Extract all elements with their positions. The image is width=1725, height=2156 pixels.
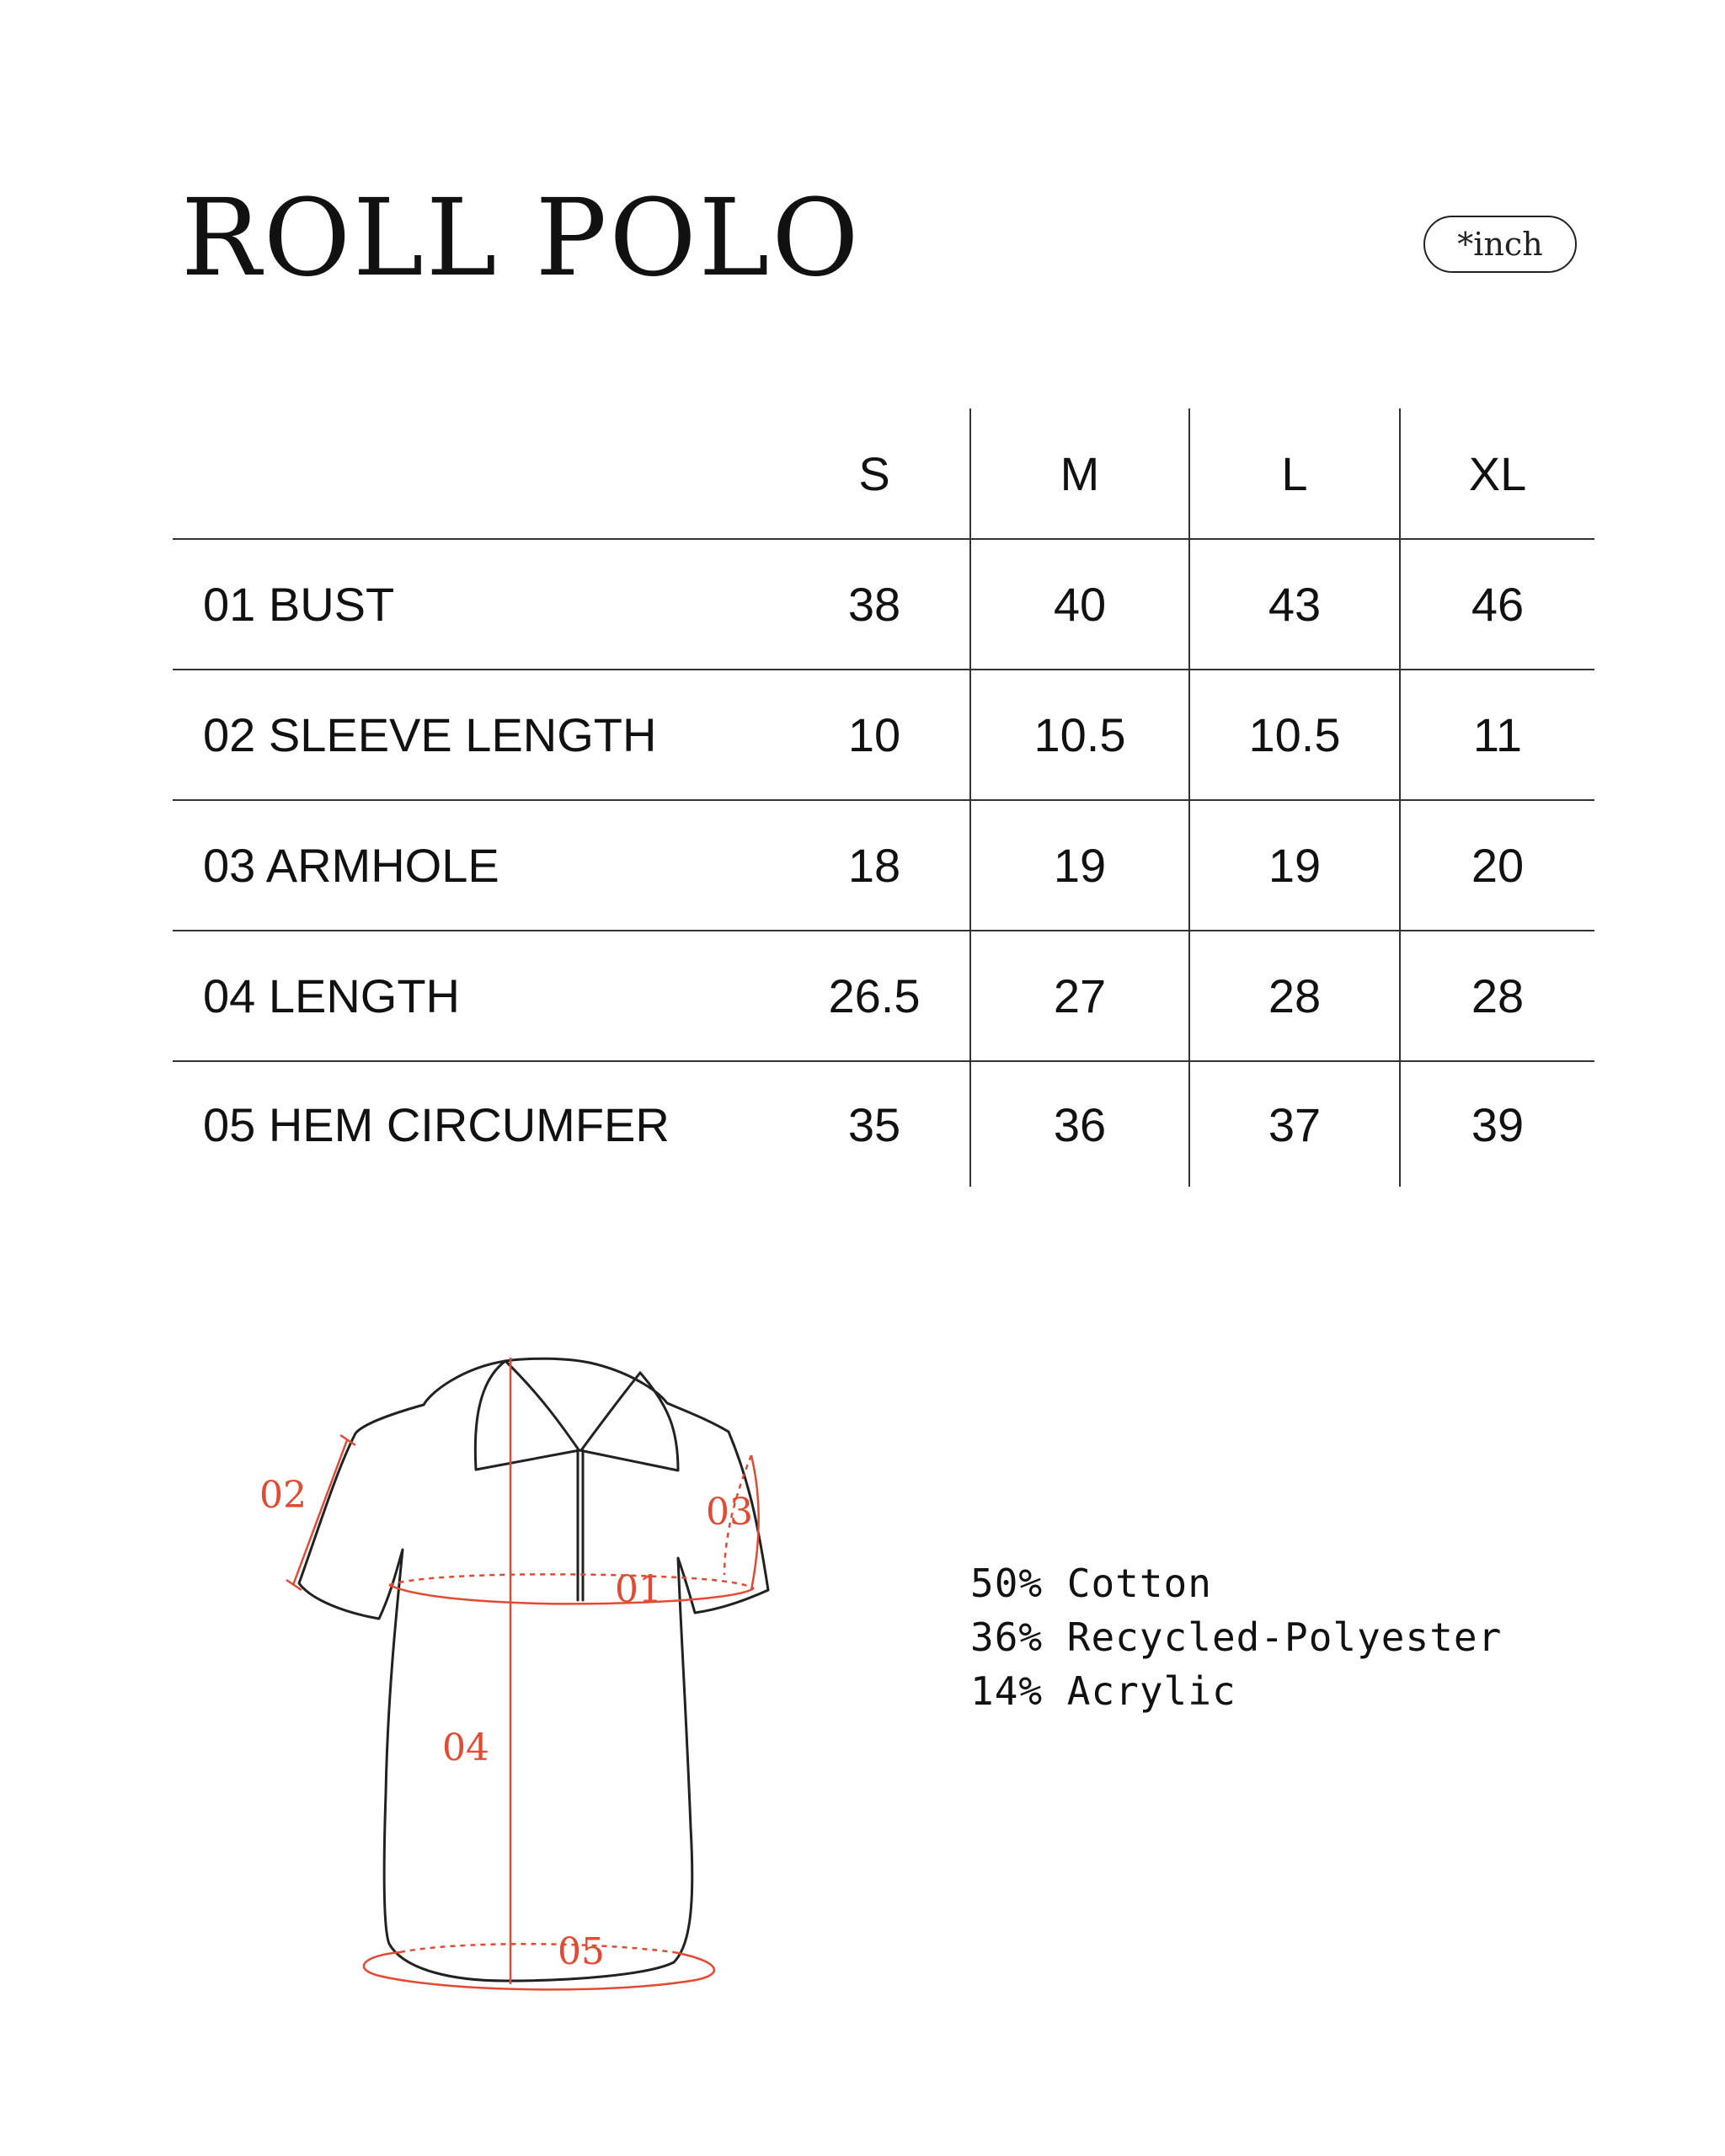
- measure-label-03: 03: [706, 1491, 753, 1534]
- row-label: 05 HEM CIRCUMFER: [203, 1097, 670, 1151]
- measure-label-01: 01: [615, 1568, 662, 1611]
- table-cell: 40: [969, 540, 1188, 669]
- product-title: ROLL POLO: [181, 176, 862, 300]
- measure-label-04: 04: [442, 1726, 489, 1769]
- table-row-hem-circumference: [173, 1060, 1594, 1187]
- table-cell: 43: [1188, 540, 1399, 669]
- measurement-guides: [286, 1358, 759, 1989]
- fabric-composition: [970, 1556, 1502, 1718]
- composition-line-acrylic: 14% Acrylic: [970, 1668, 1236, 1714]
- composition-line-cotton: 50% Cotton: [970, 1561, 1212, 1606]
- table-cell: 39: [1399, 1062, 1594, 1187]
- composition-line-polyester: 36% Recycled-Polyester: [970, 1614, 1503, 1660]
- size-header-xl: XL: [1399, 408, 1594, 538]
- table-cell: 10.5: [969, 670, 1188, 799]
- table-cell: 28: [1399, 931, 1594, 1060]
- header-label-cell: [173, 408, 779, 538]
- table-row-length: [173, 930, 1594, 1060]
- table-cell: 19: [1188, 801, 1399, 930]
- table-cell: 27: [969, 931, 1188, 1060]
- table-row-bust: [173, 538, 1594, 669]
- table-row-armhole: [173, 799, 1594, 930]
- measure-label-02: 02: [259, 1474, 307, 1517]
- table-cell: 46: [1399, 540, 1594, 669]
- size-header-s: S: [858, 446, 890, 500]
- row-label: 01 BUST: [203, 578, 395, 631]
- table-cell: 35: [847, 1097, 901, 1151]
- table-cell: 28: [1188, 931, 1399, 1060]
- size-table: [173, 408, 1594, 1187]
- polo-shirt-diagram: [253, 1322, 893, 2021]
- table-cell: 11: [1399, 670, 1594, 799]
- row-label: 04 LENGTH: [203, 969, 460, 1022]
- row-label: 02 SLEEVE LENGTH: [203, 708, 657, 761]
- table-cell: 38: [847, 578, 901, 631]
- table-cell: 18: [847, 839, 901, 892]
- table-cell: 26.5: [828, 969, 921, 1022]
- unit-badge: *inch: [1423, 216, 1577, 273]
- size-header-l: L: [1188, 408, 1399, 538]
- size-table-header: [173, 408, 1594, 538]
- measurement-labels: [259, 1474, 753, 1973]
- table-cell: 10.5: [1188, 670, 1399, 799]
- polo-shirt-outline: [299, 1358, 768, 1981]
- table-cell: 37: [1188, 1062, 1399, 1187]
- table-row-sleeve-length: [173, 669, 1594, 799]
- table-cell: 36: [969, 1062, 1188, 1187]
- measure-label-05: 05: [558, 1930, 605, 1973]
- table-cell: 10: [847, 708, 901, 761]
- table-cell: 19: [969, 801, 1188, 930]
- size-header-m: M: [969, 408, 1188, 538]
- row-label: 03 ARMHOLE: [203, 839, 499, 892]
- table-cell: 20: [1399, 801, 1594, 930]
